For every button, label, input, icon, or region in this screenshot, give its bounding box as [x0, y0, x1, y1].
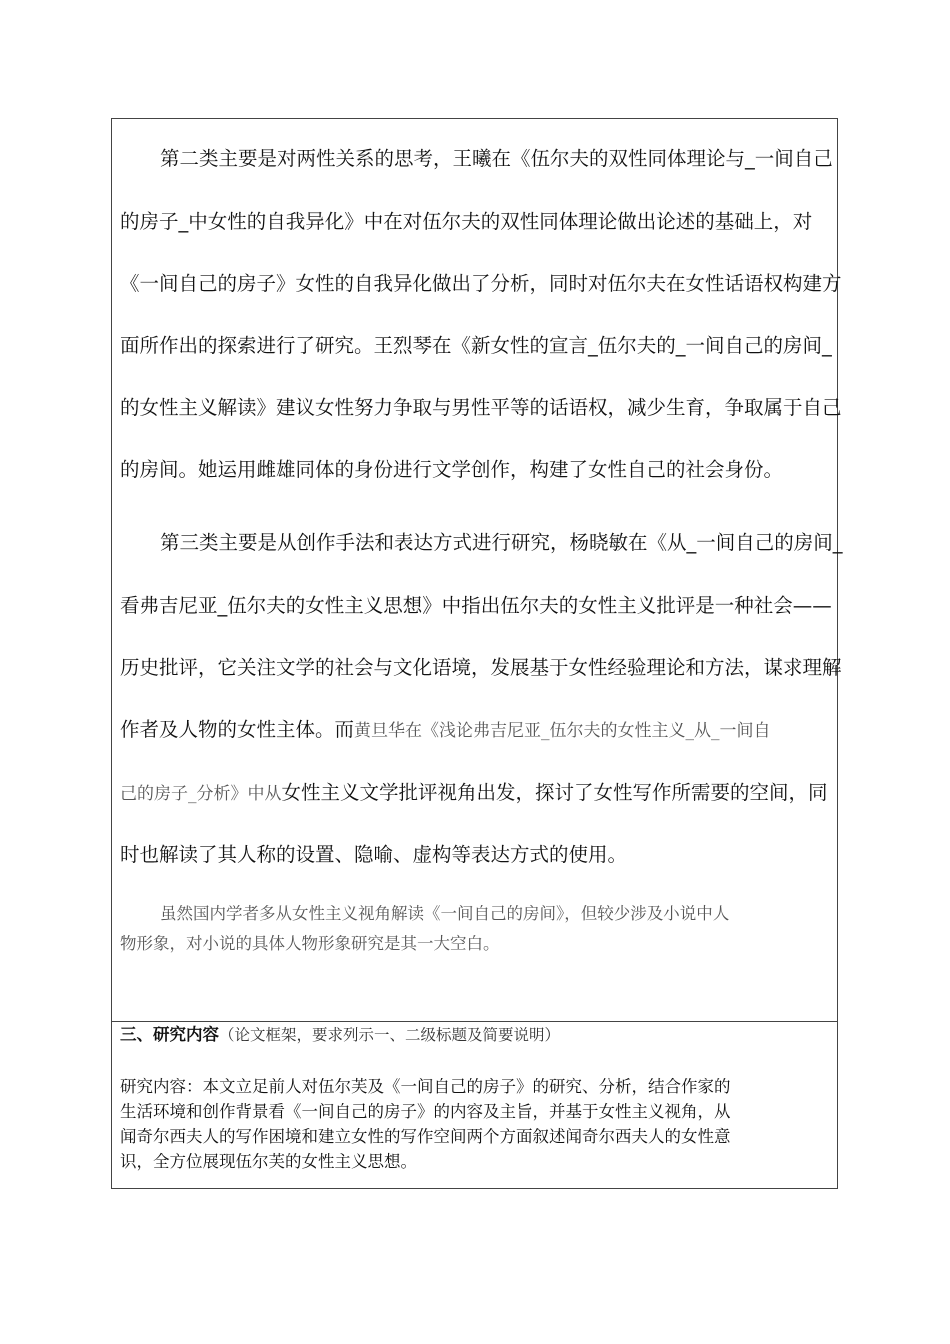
- paragraph-line: [120, 718, 832, 743]
- paragraph-line: 《一间自己的房子》女性的自我异化做出了分析，同时对伍尔夫在女性话语权构建方: [120, 272, 842, 295]
- paragraph-line: 的房子_中女性的自我异化》中在对伍尔夫的双性同体理论做出论述的基础上，对: [120, 210, 813, 233]
- citation-segment: 黄旦华在《浅论弗吉尼亚_伍尔夫的女性主义_从_一间自: [354, 721, 771, 741]
- paragraph-line: 第二类主要是对两性关系的思考，王曦在《伍尔夫的双性同体理论与_一间自己: [160, 147, 833, 170]
- content-line: 生活环境和创作背景看《一间自己的房子》的内容及主旨，并基于女性主义视角，从: [120, 1102, 731, 1121]
- paragraph-line: 的女性主义解读》建议女性努力争取与男性平等的话语权，减少生育，争取属于自己: [120, 396, 842, 419]
- paragraph-line: 时也解读了其人称的设置、隐喻、虚构等表达方式的使用。: [120, 843, 628, 866]
- paragraph-line: 的房间。她运用雌雄同体的身份进行文学创作，构建了女性自己的社会身份。: [120, 458, 784, 481]
- paragraph-line: 看弗吉尼亚_伍尔夫的女性主义思想》中指出伍尔夫的女性主义批评是一种社会——: [120, 594, 832, 617]
- paragraph-line: 物形象，对小说的具体人物形象研究是其一大空白。: [120, 934, 500, 953]
- document-table: [111, 118, 843, 1189]
- content-line: 闻奇尔西夫人的写作困境和建立女性的写作空间两个方面叙述闻奇尔西夫人的女性意: [120, 1127, 731, 1146]
- paragraph-line: 历史批评，它关注文学的社会与文化语境，发展基于女性经验理论和方法，谋求理解: [120, 656, 842, 679]
- content-line: 识，全方位展现伍尔芙的女性主义思想。: [120, 1152, 417, 1171]
- paragraph-segment: 女性主义文学批评视角出发，探讨了女性写作所需要的空间，同: [281, 781, 828, 804]
- section-title: 三、研究内容: [120, 1025, 219, 1044]
- paragraph-line: 面所作出的探索进行了研究。王烈琴在《新女性的宣言_伍尔夫的_一间自己的房间_: [120, 334, 832, 357]
- section-heading: [120, 1024, 560, 1046]
- paragraph-line: [120, 781, 832, 806]
- content-line: 研究内容：本文立足前人对伍尔芙及《一间自己的房子》的研究、分析，结合作家的: [120, 1077, 731, 1096]
- paragraph-line: 虽然国内学者多从女性主义视角解读《一间自己的房间》，但较少涉及小说中人: [160, 904, 730, 923]
- citation-segment: 己的房子_分析》中从: [120, 784, 282, 804]
- literature-review-cell: [112, 119, 843, 1022]
- paragraph-segment: 作者及人物的女性主体。而: [120, 718, 355, 741]
- paragraph-line: 第三类主要是从创作手法和表达方式进行研究，杨晓敏在《从_一间自己的房间_: [160, 531, 843, 554]
- section-note: （论文框架，要求列示一、二级标题及简要说明）: [219, 1026, 561, 1044]
